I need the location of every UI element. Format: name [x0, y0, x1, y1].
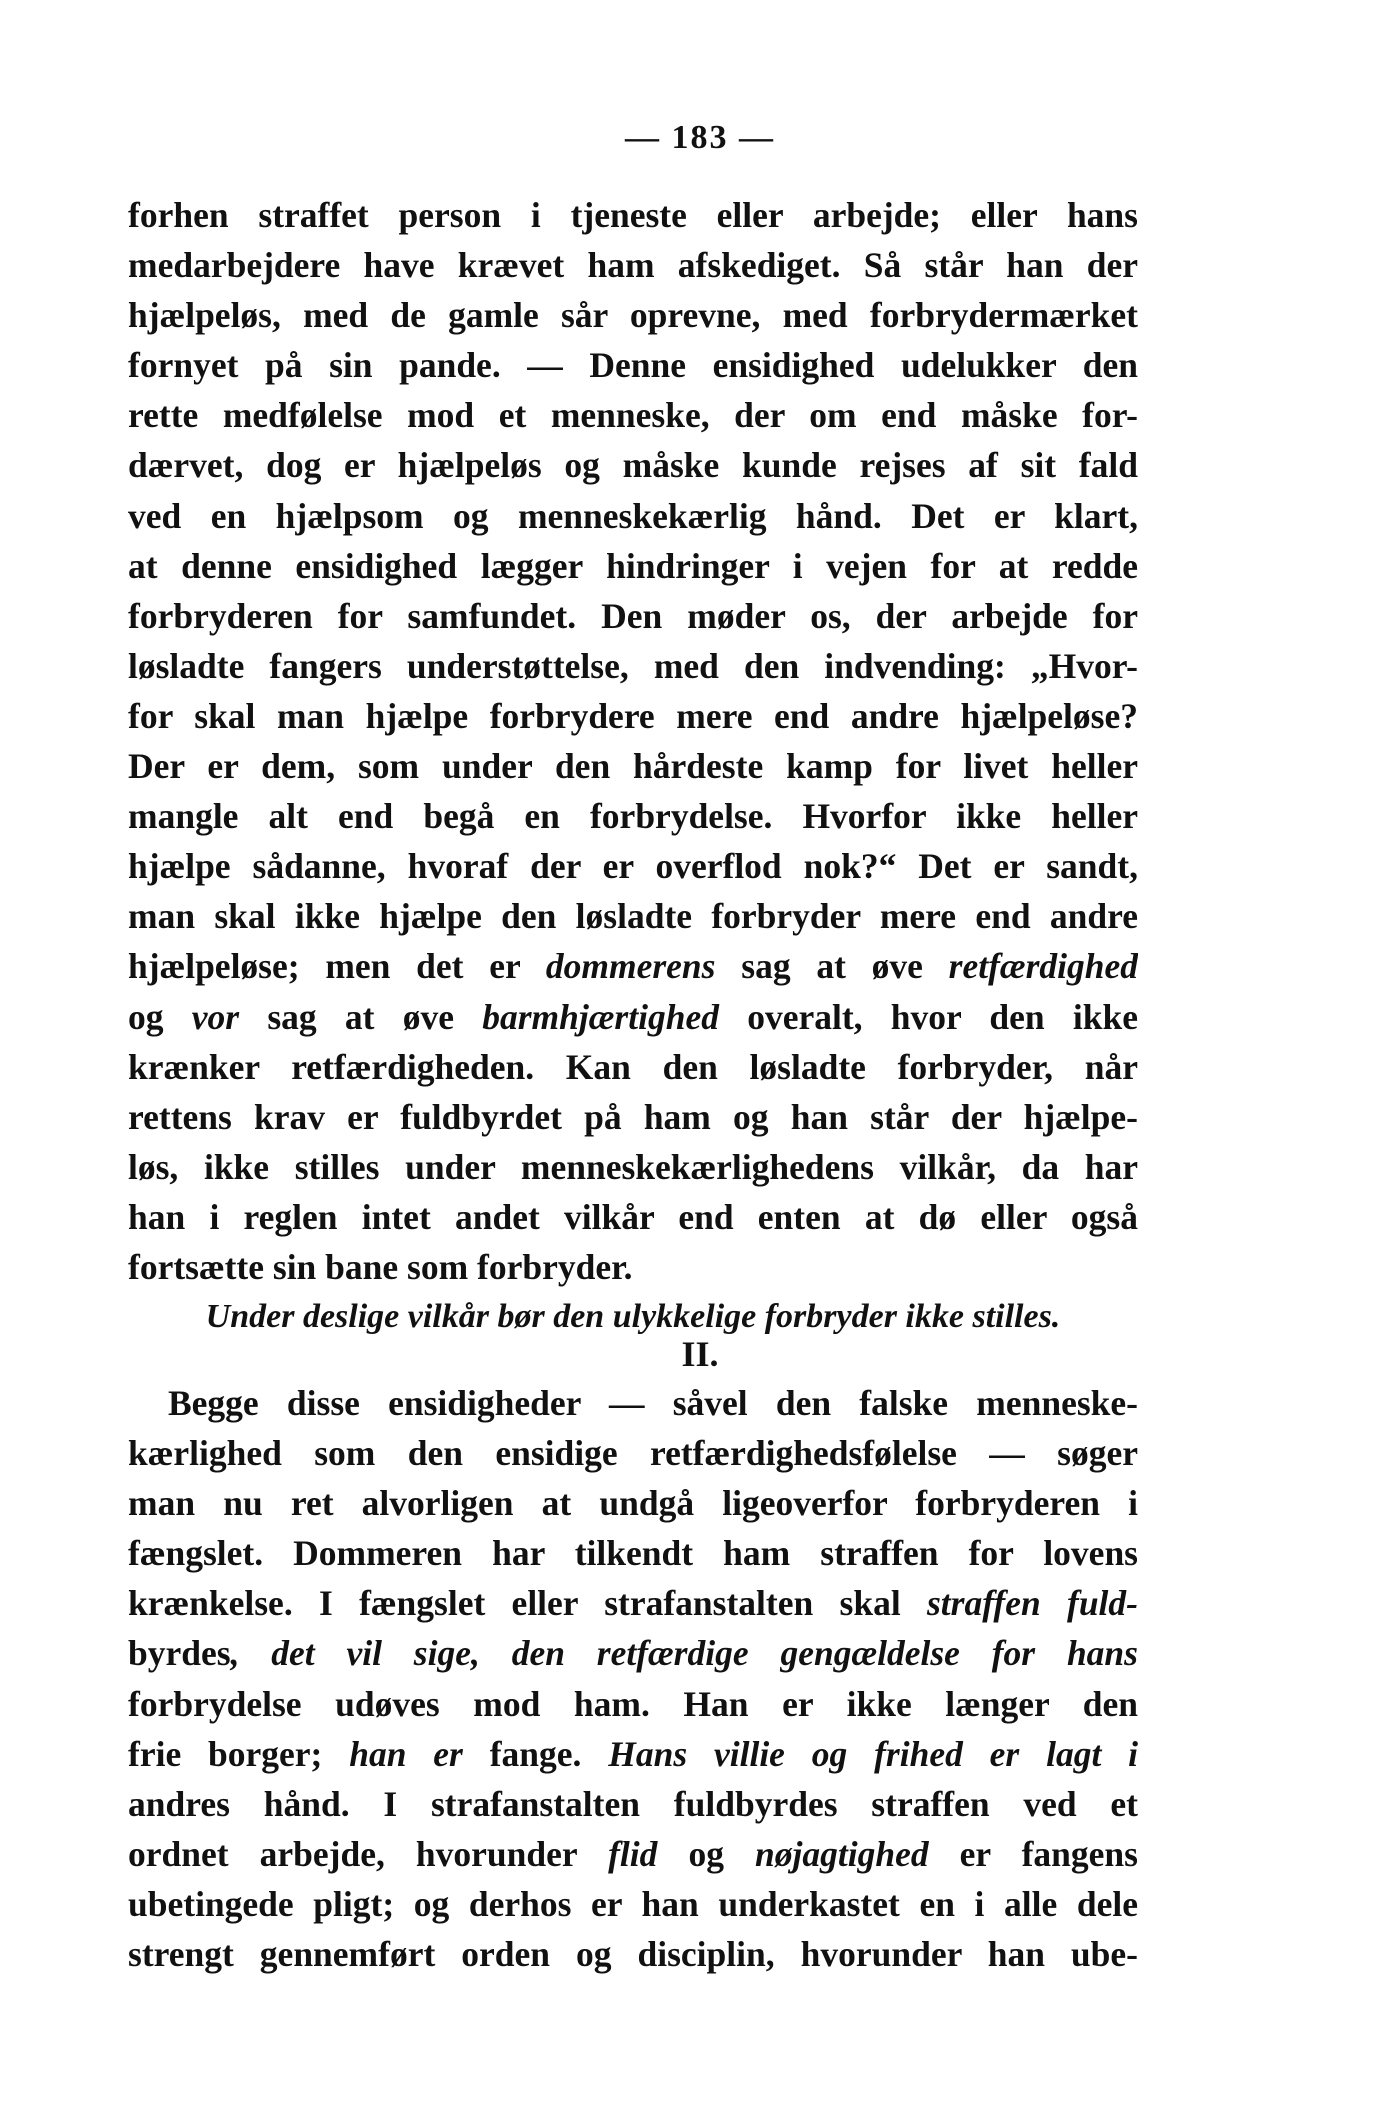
text-line — [128, 1879, 1138, 1929]
text-segment: ubetingede pligt; og derhos er han underkastet en i alle dele — [128, 1883, 1138, 1924]
text-line — [128, 591, 1138, 641]
text-segment: forbryderen for samfundet. Den møder os, der arbejde for — [128, 595, 1138, 636]
text-line — [128, 1428, 1138, 1478]
text-line — [128, 791, 1138, 841]
text-segment: fængslet. Dommeren har tilkendt ham straffen for lovens — [128, 1533, 1138, 1574]
section-heading: II. — [681, 1334, 719, 1374]
text-segment: krænkelse. I fængslet eller strafanstalten skal — [128, 1583, 927, 1624]
text-line — [128, 941, 1138, 991]
text-segment: at denne ensidighed lægger hindringer i vejen for at redde — [128, 545, 1138, 586]
text-segment: Begge disse ensidigheder — såvel den falske menneske- — [168, 1383, 1138, 1423]
text-segment: er fangens — [928, 1833, 1138, 1874]
text-line — [128, 440, 1138, 490]
text-line — [128, 1378, 1138, 1428]
text-segment: krænker retfærdigheden. Kan den løsladte forbryder, når — [128, 1046, 1138, 1087]
text-segment: hjælpe sådanne, hvoraf der er overflod nok?“ Det er sandt, — [128, 846, 1138, 887]
text-segment: andres hånd. I strafanstalten fuldbyrdes straffen ved et — [128, 1783, 1138, 1824]
text-segment: mangle alt end begå en forbrydelse. Hvorfor ikke heller — [128, 796, 1138, 837]
emphasized-text: vor — [191, 996, 240, 1037]
text-segment: forbrydelse udøves mod ham. Han er ikke længer den — [128, 1683, 1138, 1724]
text-segment: forhen straffet person i tjeneste eller arbejde; eller hans — [128, 195, 1138, 235]
text-line — [128, 741, 1138, 791]
text-segment: rette medfølelse mod et menneske, der om end måske for- — [128, 395, 1138, 436]
page-number: — 183 — — [625, 119, 775, 156]
emphasis-line: Under deslige vilkår bør den ulykkelige forbryder ikke stilles. — [205, 1298, 1061, 1336]
text-line — [128, 491, 1138, 541]
text-line — [128, 1478, 1138, 1528]
text-line — [128, 1142, 1138, 1192]
text-segment: byrdes — [128, 1633, 231, 1674]
text-line — [128, 891, 1138, 941]
text-line — [128, 240, 1138, 290]
text-segment: og — [657, 1833, 756, 1874]
text-segment: hjælpeløs, med de gamle sår oprevne, med forbrydermærket — [128, 295, 1138, 336]
text-line — [128, 340, 1138, 390]
section-text — [128, 1378, 1138, 1979]
text-segment: rettens krav er fuldbyrdet på ham og han står der hjælpe- — [128, 1096, 1138, 1137]
text-segment: man nu ret alvorligen at undgå ligeoverfor forbryderen i — [128, 1483, 1138, 1524]
text-line — [128, 1092, 1138, 1142]
text-segment: fange. — [489, 1733, 582, 1774]
emphasized-text: , det vil sige, den retfærdige gengældelse for hans — [230, 1633, 1138, 1674]
text-segment: ved en hjælpsom og menneskekærlig hånd. Det er klart, — [128, 495, 1138, 536]
emphasized-text: straffen fuld- — [926, 1583, 1138, 1624]
emphasized-text: nøjagtighed — [755, 1833, 929, 1874]
text-line — [128, 1679, 1138, 1729]
text-line — [128, 1192, 1138, 1242]
text-line — [128, 1829, 1138, 1879]
text-segment: løsladte fangers understøttelse, med den indvending: „Hvor- — [128, 645, 1138, 686]
text-segment: sag at øve — [239, 996, 483, 1037]
emphasized-text: dommerens — [545, 946, 716, 987]
emphasized-text: barmhjærtighed — [482, 996, 719, 1037]
emphasized-text: han er — [322, 1733, 490, 1774]
text-line — [128, 1628, 1138, 1678]
text-line — [128, 1042, 1138, 1092]
emphasized-text: flid — [608, 1833, 658, 1874]
text-segment: han i reglen intet andet vilkår end enten at dø eller også — [128, 1196, 1138, 1237]
text-line — [128, 541, 1138, 591]
text-segment: hjælpeløse; men det er — [128, 946, 546, 987]
emphasized-text: Hans villie og frihed er lagt i — [581, 1733, 1138, 1774]
text-segment: frie borger; — [128, 1733, 323, 1774]
text-segment: dærvet, dog er hjælpeløs og måske kunde rejses af sit fald — [128, 445, 1138, 486]
text-line — [128, 1528, 1138, 1578]
text-segment: man skal ikke hjælpe den løsladte forbryder mere end andre — [128, 896, 1138, 937]
text-line — [128, 390, 1138, 440]
text-line — [128, 190, 1138, 240]
emphasized-text: retfærdighed — [948, 946, 1138, 987]
text-line — [128, 841, 1138, 891]
text-segment: ordnet arbejde, hvorunder — [128, 1833, 609, 1874]
text-line — [128, 1578, 1138, 1628]
text-segment: kærlighed som den ensidige retfærdighedsfølelse — søger — [128, 1433, 1138, 1474]
text-segment: fortsætte sin bane som forbryder. — [128, 1246, 633, 1287]
body-text — [128, 190, 1138, 1342]
text-segment: og — [128, 996, 192, 1037]
text-segment: overalt, hvor den ikke — [718, 996, 1138, 1037]
text-segment: fornyet på sin pande. — Denne ensidighed udelukker den — [128, 345, 1138, 386]
text-segment: løs, ikke stilles under menneskekærlighedens vilkår, da har — [128, 1146, 1138, 1187]
text-segment: medarbejdere have krævet ham afskediget. Så står han der — [128, 245, 1138, 286]
text-segment: for skal man hjælpe forbrydere mere end andre hjælpeløse? — [128, 695, 1138, 736]
text-line — [128, 641, 1138, 691]
text-line — [128, 691, 1138, 741]
text-segment: Der er dem, som under den hårdeste kamp for livet heller — [128, 746, 1138, 787]
text-line — [128, 1929, 1138, 1979]
text-segment: strengt gennemført orden og disciplin, hvorunder han ube- — [128, 1934, 1138, 1975]
text-line — [128, 1729, 1138, 1779]
text-line — [128, 1242, 1138, 1292]
text-segment: sag at øve — [715, 946, 949, 987]
text-line — [128, 1779, 1138, 1829]
text-line — [128, 290, 1138, 340]
text-line — [128, 992, 1138, 1042]
